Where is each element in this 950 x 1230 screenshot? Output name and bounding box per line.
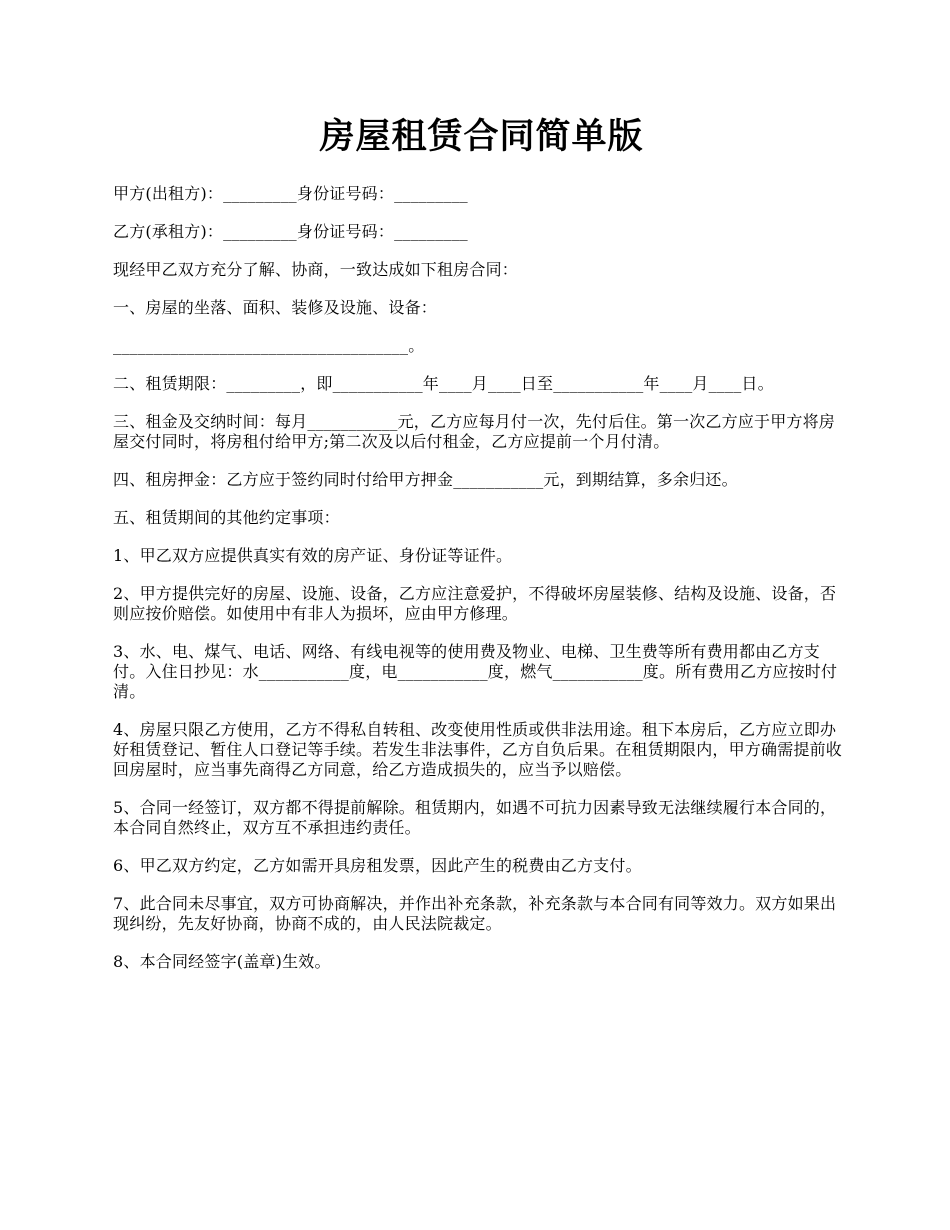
clause-3-rent: 三、租金及交纳时间：每月___________元，乙方应每月付一次，先付后住。第一次乙方应于甲方将房屋交付同时，将房租付给甲方;第二次及以后付租金，乙方应提前一个月付清。 (113, 412, 836, 451)
clause-2-term: 二、租赁期限：_________，即___________年____月____日至___________年____月____日。 (113, 374, 774, 393)
clause-intro: 现经甲乙双方充分了解、协商，一致达成如下租房合同： (113, 260, 519, 279)
document-title: 房屋租赁合同简单版 (319, 117, 644, 157)
term-item-6: 6、甲乙双方约定，乙方如需开具房租发票，因此产生的税费由乙方支付。 (113, 856, 642, 875)
clause-lessor-info: 甲方(出租方)：_________身份证号码：_________ (113, 184, 468, 203)
clause-5-heading: 五、租赁期间的其他约定事项： (113, 508, 340, 527)
clause-lessee-info: 乙方(承租方)：_________身份证号码：_________ (113, 222, 468, 241)
term-item-5: 5、合同一经签订，双方都不得提前解除。租赁期内，如遇不可抗力因素导致无法继续履行本合同的，本合同自然终止，双方互不承担违约责任。 (113, 798, 837, 837)
term-item-7: 7、此合同未尽事宜，双方可协商解决，并作出补充条款，补充条款与本合同有同等效力。双方如果出现纠纷，先友好协商，协商不成的，由人民法院裁定。 (113, 894, 837, 933)
clause-1-heading: 一、房屋的坐落、面积、装修及设施、设备： (113, 298, 438, 317)
clause-1-blank: ____________________________________。 (113, 336, 425, 355)
term-item-4: 4、房屋只限乙方使用，乙方不得私自转租、改变使用性质或供非法用途。租下本房后，乙方应立即办好租赁登记、暂住人口登记等手续。若发生非法事件，乙方自负后果。在租赁期限内，甲方确需提前收回房屋时，应当事先商得乙方同意，给乙方造成损失的，应当予以赔偿。 (113, 720, 843, 779)
term-item-1: 1、甲乙双方应提供真实有效的房产证、身份证等证件。 (113, 546, 513, 565)
term-item-8: 8、本合同经签字(盖章)生效。 (113, 952, 331, 971)
term-item-3: 3、水、电、煤气、电话、网络、有线电视等的使用费及物业、电梯、卫生费等所有费用都由乙方支付。入住日抄见：水___________度，电___________度，燃气___________度。所有费用乙方应按时付清。 (113, 642, 838, 701)
clause-4-deposit: 四、租房押金：乙方应于签约同时付给甲方押金___________元，到期结算，多余归还。 (113, 470, 738, 489)
term-item-2: 2、甲方提供完好的房屋、设施、设备，乙方应注意爱护，不得破坏房屋装修、结构及设施、设备，否则应按价赔偿。如使用中有非人为损坏，应由甲方修理。 (113, 584, 837, 623)
